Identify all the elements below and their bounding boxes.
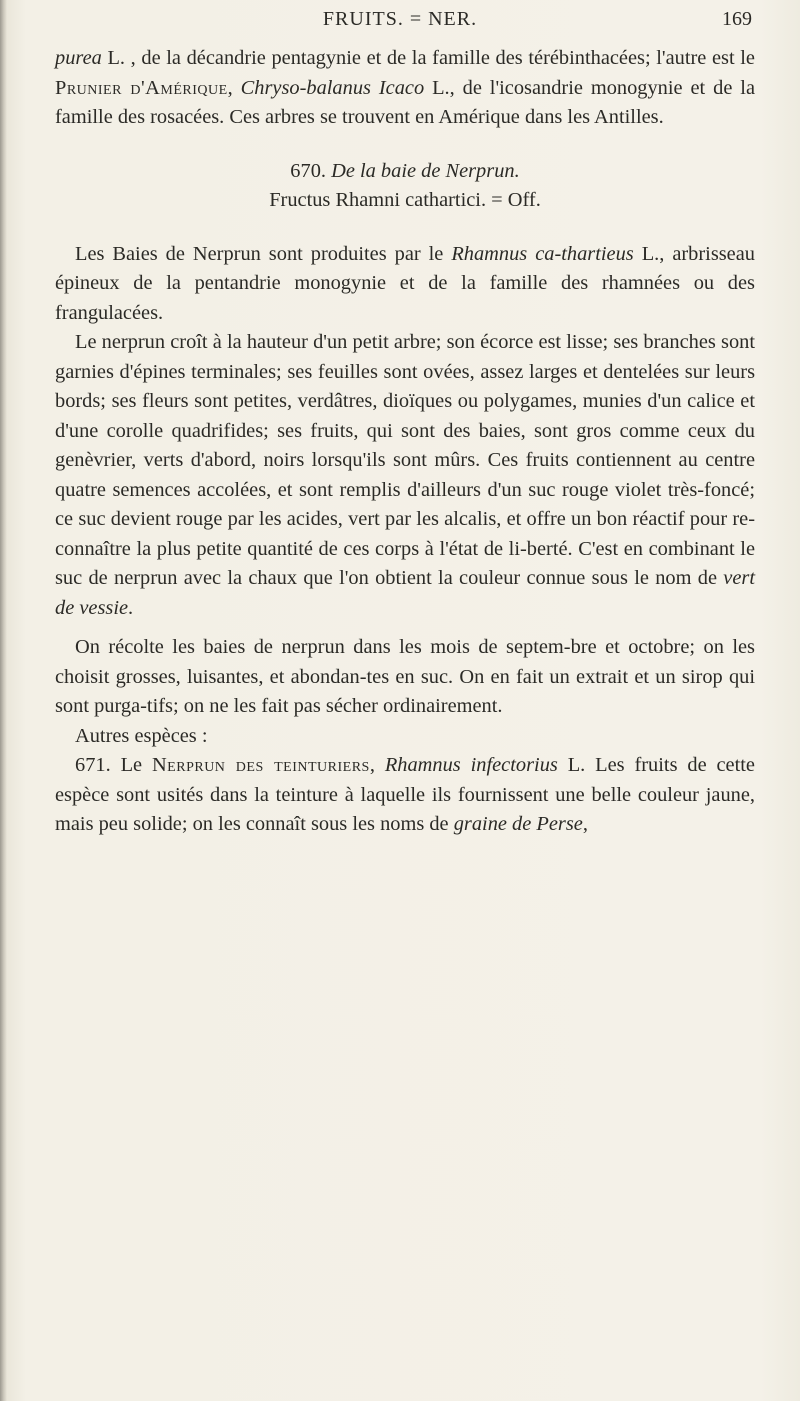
text-run: L. Les fruits de cette espèce sont usités dans la teinture à laquelle ils fournissent une belle couleur jaune, mais peu solide; on les connaît sous les noms de <box>55 754 755 835</box>
text-run: , <box>369 754 385 776</box>
page-number: 169 <box>722 8 752 30</box>
latin-name: Chryso-balanus Icaco <box>240 76 425 99</box>
header-title: FRUITS. = NER. <box>322 8 478 30</box>
text-run: L. , de la décandrie pentagynie et de la famille des térébinthacées; l'autre est le <box>101 47 755 69</box>
text-run: 671. Le <box>75 754 152 776</box>
latin-name: Rhamnus infectorius <box>384 754 558 776</box>
paragraph <box>55 751 755 840</box>
text-run: . <box>128 596 134 619</box>
article-title: De la baie de Nerprun. <box>331 159 520 182</box>
text-run: Le nerprun croît à la hauteur d'un petit arbre; son écorce est lisse; ses branches sont garnies d'épines terminales; ses feuilles sont ovées, assez larges et dentelées sur leurs bords; ses fleurs sont petites, verdâtres, dioïques ou polygames, munies d'un calice et d'une corolle quadrifides; ses fruits, qui sont des baies, sont gros comme ceux du genèvrier, verts d'abord, noirs lorsqu'ils sont mûrs. Ces fruits contiennent au centre quatre semences accolées, et sont remplis d'ailleurs d'un suc rouge violet très-foncé; ce suc devient rouge par les acides, vert par les alcalis, et offre un bon réactif pour re-connaître la plus petite quantité de ces corps à l'état de li-berté. C'est en combinant le suc de nerprun avec la chaux que l'on obtient la couleur connue sous le nom de <box>55 331 755 589</box>
text-run: L., de l'icosandrie monogynie et de la famille des rosacées. Ces arbres se trouvent en Amérique dans les Antilles. <box>55 76 755 128</box>
paragraph <box>55 240 755 329</box>
binding-edge <box>0 0 7 1401</box>
text-run: , <box>227 76 241 99</box>
text-run: Les Baies de Nerprun sont produites par le <box>75 242 452 265</box>
article-heading <box>55 157 755 187</box>
species-epithet: purea <box>55 47 102 69</box>
plant-name: Prunier d'Amérique <box>55 76 228 99</box>
article-subtitle: Fructus Rhamni cathartici. = Off. <box>269 189 541 211</box>
body-text <box>55 44 755 840</box>
running-header <box>0 6 800 38</box>
term: graine de Perse <box>453 813 583 835</box>
term: vert de vessie <box>55 567 755 619</box>
text-run: L., arbrisseau épineux de la pentandrie monogynie et de la famille des rhamnées ou des frangulacées. <box>55 242 755 324</box>
latin-name: Rhamnus ca-thartieus <box>451 242 634 265</box>
article-number: 670. <box>290 159 326 182</box>
plant-name: Nerprun des teinturiers <box>151 754 370 776</box>
text-run: , <box>582 813 588 835</box>
other-species-label: Autres espèces : <box>75 724 208 747</box>
paragraph <box>55 328 755 623</box>
paragraph: On récolte les baies de nerprun dans les mois de septem-bre et octobre; on les choisit grosses, luisantes, et abondan-tes en suc. On en fait un extrait et un sirop qui sont purga-tifs; on ne les fait pas sécher ordinairement. <box>55 636 755 717</box>
intro-paragraph <box>55 44 755 133</box>
